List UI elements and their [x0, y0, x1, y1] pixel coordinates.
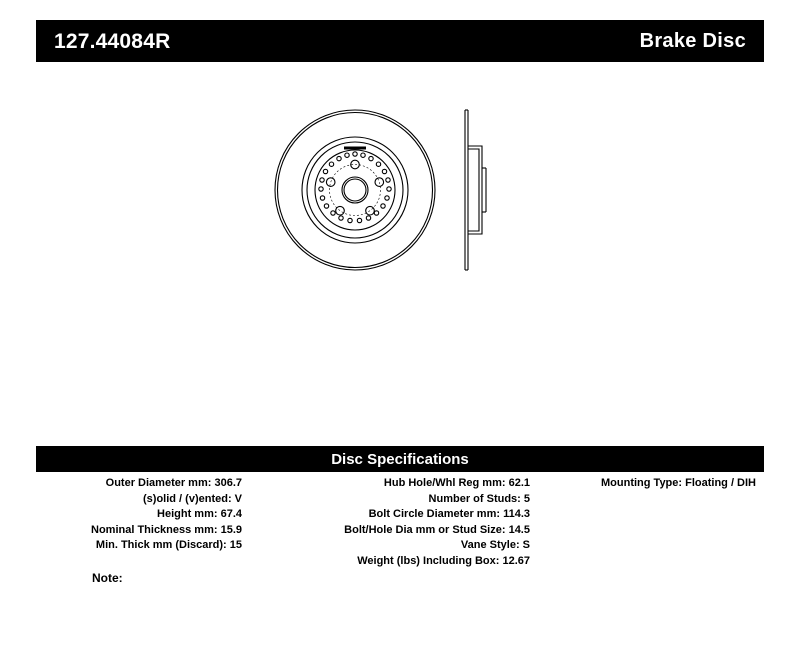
stud-hole — [375, 178, 384, 187]
disc-side-view — [465, 110, 486, 270]
disc-drawing-svg — [250, 90, 570, 290]
spec-item: Min. Thick mm (Discard): 15 — [95, 539, 242, 551]
spec-item: Mounting Type: Floating / DIH — [601, 477, 756, 489]
spec-item: Weight (lbs) Including Box: 12.67 — [357, 554, 530, 567]
specs-column-middle — [248, 476, 536, 569]
product-type-label: Brake Disc — [639, 30, 746, 52]
hat-step-circle — [315, 150, 395, 230]
stud-hole — [336, 206, 345, 215]
specs-title-bar — [36, 446, 764, 472]
spec-item: Nominal Thickness mm: 15.9 — [91, 523, 242, 536]
spec-item: Outer Diameter mm: 306.7 — [105, 477, 242, 489]
rotor-outer-edge-circle — [275, 110, 435, 270]
spec-item: Vane Style: S — [460, 539, 530, 551]
stud-hole — [326, 178, 335, 187]
rotor-outer-inner-circle — [278, 113, 433, 268]
hub-hole-circle — [342, 177, 368, 203]
specs-column-right — [536, 476, 764, 492]
specs-column-left — [36, 476, 248, 554]
hub-hole-inner-circle — [344, 179, 366, 201]
brake-disc-drawing — [250, 90, 570, 290]
specs-container — [36, 476, 764, 569]
stud-hole — [366, 206, 375, 215]
spec-item: (s)olid / (v)ented: V — [143, 492, 242, 505]
spec-item: Number of Studs: 5 — [428, 492, 530, 505]
spec-item: Bolt Circle Diameter mm: 114.3 — [368, 508, 530, 520]
specs-title: Disc Specifications — [331, 450, 469, 468]
note-label: Note: — [92, 571, 123, 585]
spec-item: Hub Hole/Whl Reg mm: 62.1 — [383, 477, 530, 489]
part-number: 127.44084R — [54, 29, 171, 53]
braking-surface-inner-circle — [302, 137, 408, 243]
header-bar — [36, 20, 764, 62]
spec-item: Bolt/Hole Dia mm or Stud Size: 14.5 — [344, 523, 530, 536]
spec-item: Height mm: 67.4 — [157, 508, 242, 520]
